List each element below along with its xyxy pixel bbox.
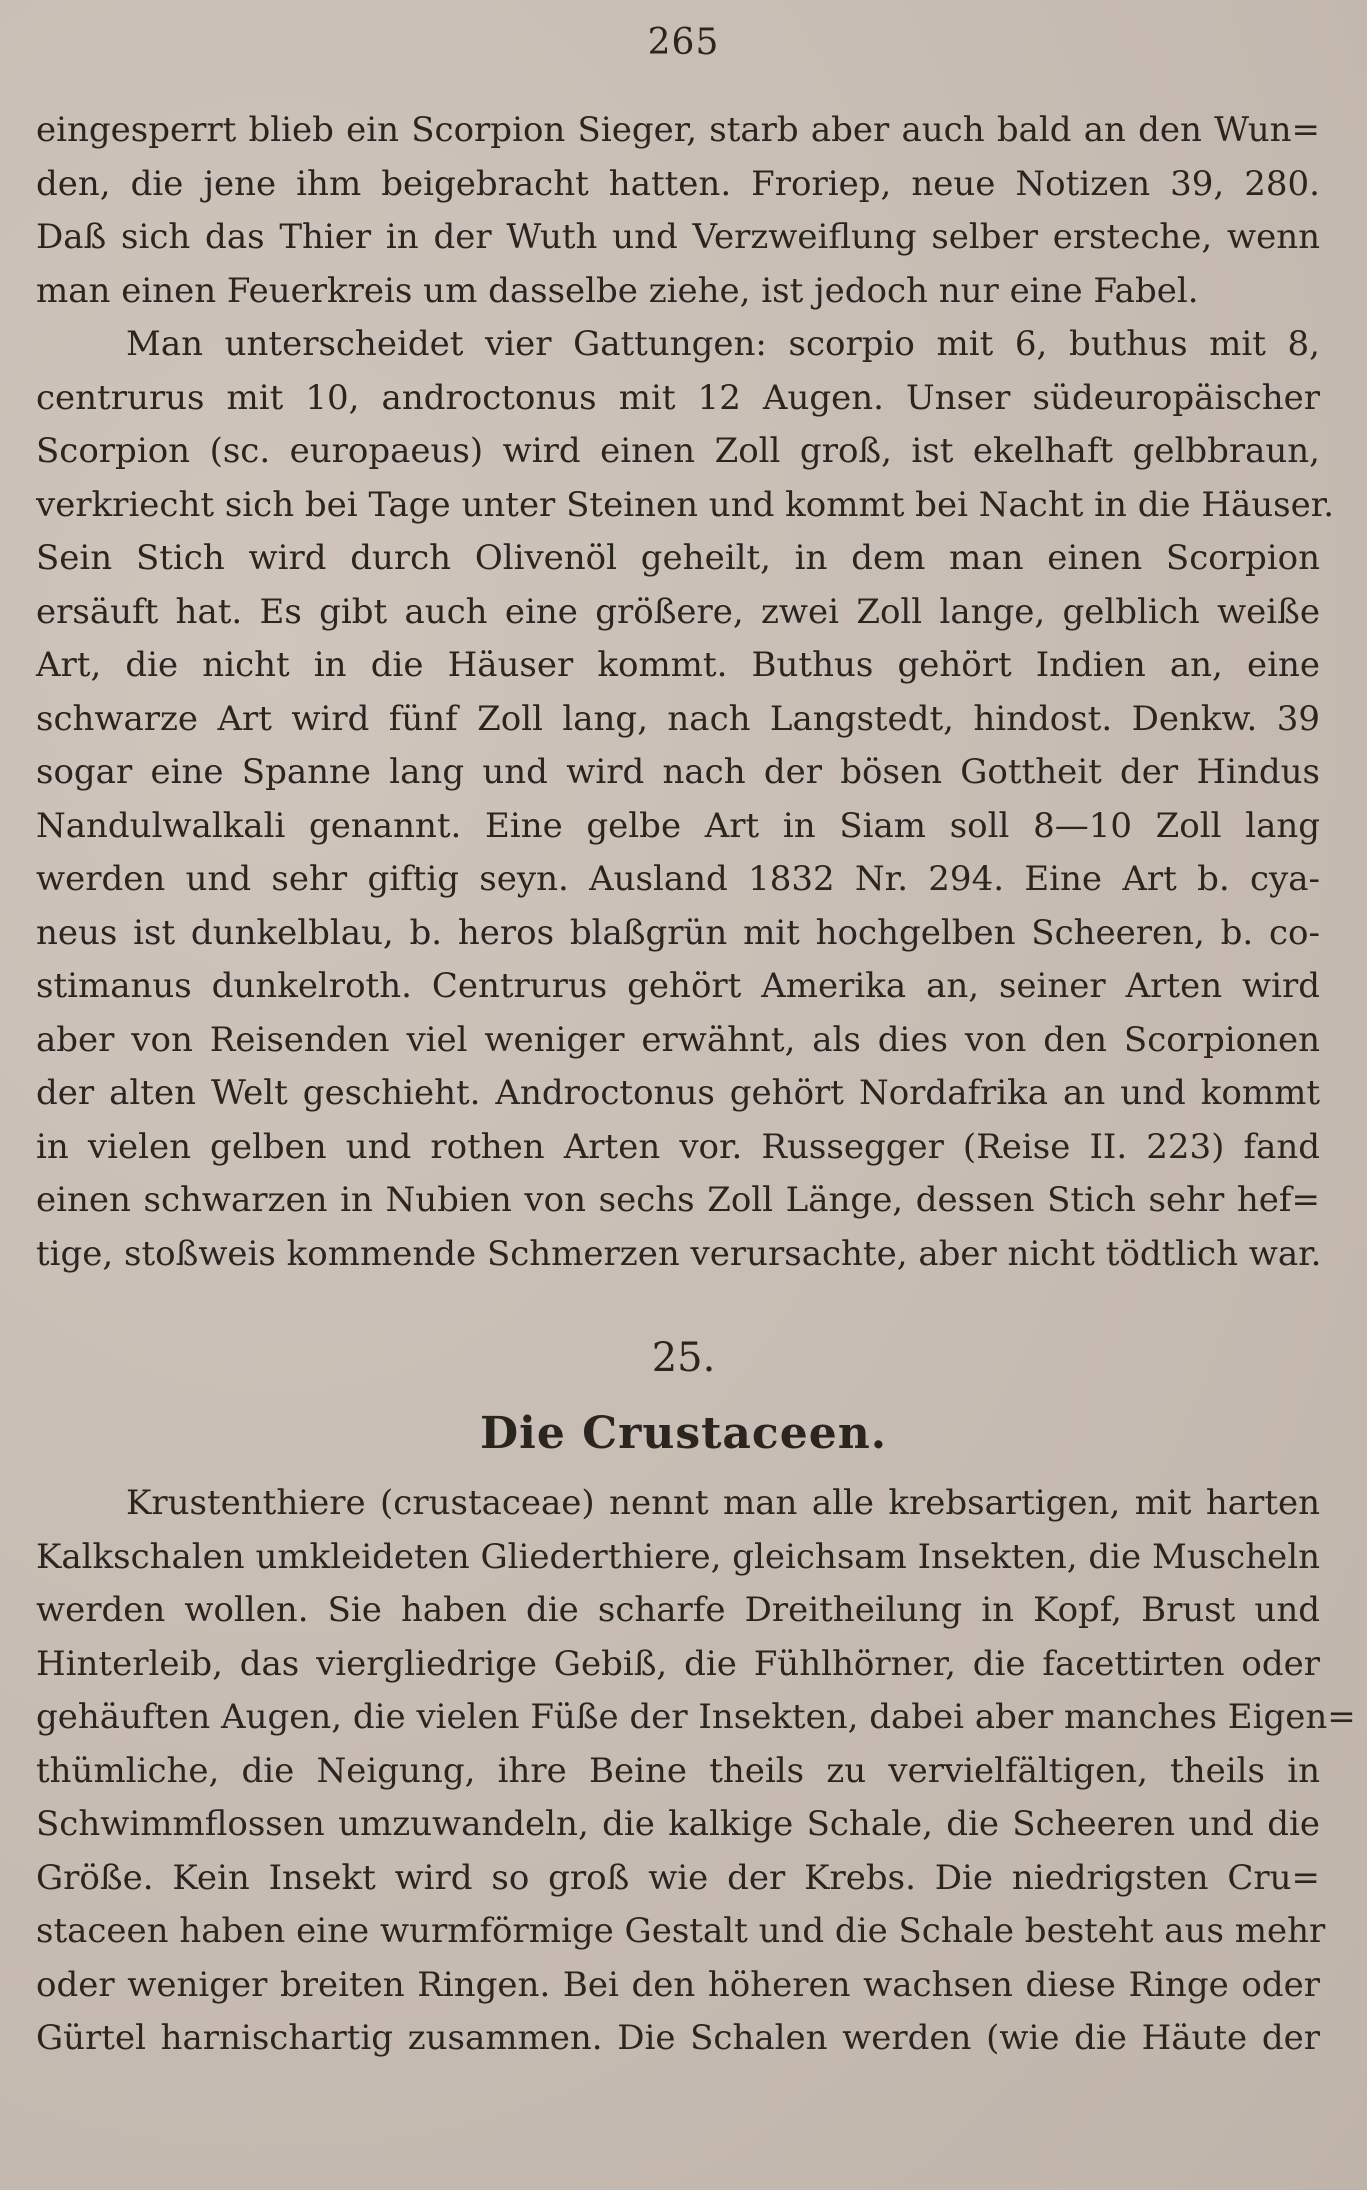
text-line: staceen haben eine wurmförmige Gestalt und die Schale besteht aus mehr bbox=[36, 1911, 1326, 1951]
text-block-lower bbox=[36, 1477, 1356, 2066]
text-line: der alten Welt geschieht. Androctonus gehört Nordafrika an und kommt bbox=[36, 1073, 1320, 1113]
section-number: 25. bbox=[651, 1335, 716, 1381]
text-line: Größe. Kein Insekt wird so groß wie der Krebs. Die niedrigsten Cru= bbox=[36, 1857, 1320, 1898]
text-line: centrurus mit 10, androctonus mit 12 Augen. Unser südeuropäischer bbox=[36, 377, 1320, 418]
text-line: thümliche, die Neigung, ihre Beine theils zu vervielfältigen, theils in bbox=[36, 1750, 1320, 1791]
text-line: stimanus dunkelroth. Centrurus gehört Amerika an, seiner Arten wird bbox=[36, 966, 1320, 1006]
paragraph-scorpion-genera bbox=[36, 318, 1335, 1281]
text-line: Sein Stich wird durch Olivenöl geheilt, in dem man einen Scorpion bbox=[36, 538, 1320, 578]
text-line: einen schwarzen in Nubien von sechs Zoll Länge, dessen Stich sehr hef= bbox=[36, 1180, 1320, 1220]
text-line: den, die jene ihm beigebracht hatten. Froriep, neue Notizen 39, 280. bbox=[36, 163, 1320, 204]
text-block-upper bbox=[36, 104, 1335, 1281]
text-line: tige, stoßweis kommende Schmerzen verursachte, aber nicht tödtlich war. bbox=[36, 1233, 1322, 1274]
section-title: Die Crustaceen. bbox=[479, 1408, 888, 1459]
text-line: werden wollen. Sie haben die scharfe Dreitheilung in Kopf, Brust und bbox=[36, 1590, 1320, 1630]
text-line: Daß sich das Thier in der Wuth und Verzweiflung selber ersteche, wenn bbox=[36, 217, 1320, 257]
text-line: oder weniger breiten Ringen. Bei den höheren wachsen diese Ringe oder bbox=[36, 1964, 1320, 2005]
page-number: 265 bbox=[647, 22, 720, 63]
text-line: Man unterscheidet vier Gattungen: scorpio mit 6, buthus mit 8, bbox=[126, 324, 1320, 364]
text-line: eingesperrt blieb ein Scorpion Sieger, starb aber auch bald an den Wun= bbox=[36, 110, 1320, 150]
text-line: Gürtel harnischartig zusammen. Die Schalen werden (wie die Häute der bbox=[36, 2018, 1320, 2058]
text-line: Hinterleib, das viergliedrige Gebiß, die Fühlhörner, die facettirten oder bbox=[36, 1643, 1320, 1684]
text-line: gehäuften Augen, die vielen Füße der Insekten, dabei aber manches Eigen= bbox=[36, 1697, 1356, 1737]
text-line: Krustenthiere (crustaceae) nennt man alle krebsartigen, mit harten bbox=[126, 1483, 1320, 1523]
text-line: in vielen gelben und rothen Arten vor. Russegger (Reise II. 223) fand bbox=[36, 1126, 1320, 1167]
text-line: sogar eine Spanne lang und wird nach der bösen Gottheit der Hindus bbox=[36, 752, 1320, 792]
text-line: Schwimmflossen umzuwandeln, die kalkige Schale, die Scheeren und die bbox=[36, 1804, 1320, 1844]
text-line: Art, die nicht in die Häuser kommt. Buthus gehört Indien an, eine bbox=[36, 645, 1320, 685]
text-line: man einen Feuerkreis um dasselbe ziehe, ist jedoch nur eine Fabel. bbox=[36, 270, 1199, 311]
text-line: verkriecht sich bei Tage unter Steinen und kommt bei Nacht in die Häuser. bbox=[36, 484, 1335, 525]
text-line: aber von Reisenden viel weniger erwähnt, als dies von den Scorpionen bbox=[36, 1019, 1320, 1060]
paragraph-scorpion-end bbox=[36, 104, 1320, 318]
text-line: ersäuft hat. Es gibt auch eine größere, zwei Zoll lange, gelblich weiße bbox=[36, 591, 1320, 632]
text-line: Nandulwalkali genannt. Eine gelbe Art in Siam soll 8—10 Zoll lang bbox=[36, 805, 1320, 846]
paragraph-crustaceans bbox=[36, 1477, 1356, 2066]
text-line: Kalkschalen umkleideten Gliederthiere, gleichsam Insekten, die Muscheln bbox=[36, 1536, 1320, 1577]
text-line: Scorpion (sc. europaeus) wird einen Zoll groß, ist ekelhaft gelbbraun, bbox=[36, 431, 1320, 471]
text-line: schwarze Art wird fünf Zoll lang, nach Langstedt, hindost. Denkw. 39 bbox=[36, 698, 1320, 739]
text-line: werden und sehr giftig seyn. Ausland 1832 Nr. 294. Eine Art b. cya- bbox=[36, 859, 1320, 899]
text-line: neus ist dunkelblau, b. heros blaßgrün mit hochgelben Scheeren, b. co- bbox=[36, 912, 1320, 953]
